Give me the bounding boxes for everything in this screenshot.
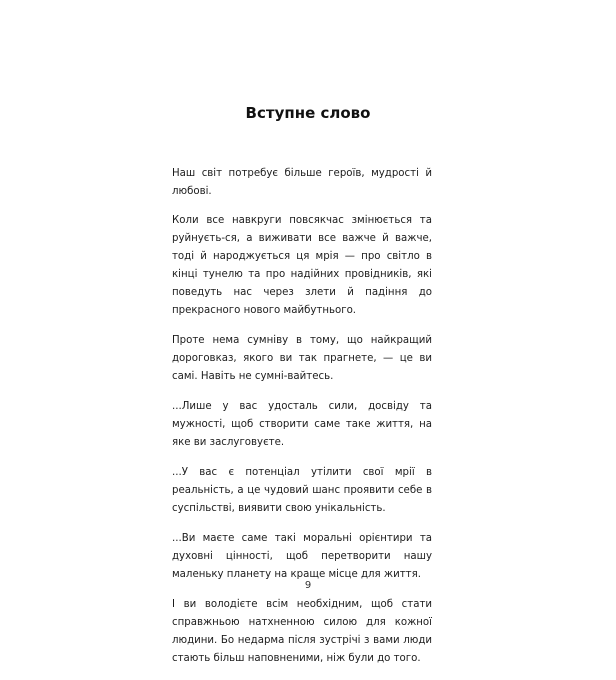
paragraph-1: Наш світ потребує більше героїв, мудрості й любові. xyxy=(172,168,432,197)
paragraph-7: І ви володієте всім необхідним, щоб стати справжньою натхненною силою для кожної людини. Бо недарма після зустрічі з вами люди стають більш наповненими, ніж були до того. xyxy=(172,599,432,664)
paragraph-3: Проте нема сумніву в тому, що найкращий дороговказ, якого ви так прагнете, — це ви самі. Навіть не сумні-вайтесь. xyxy=(172,335,432,382)
chapter-body xyxy=(172,165,432,680)
chapter-title: Вступне слово xyxy=(245,104,371,122)
paragraph-6: ...Ви маєте саме такі моральні орієнтири та духовні цінності, щоб перетворити нашу маленьку планету на краще місце для життя. xyxy=(172,533,432,580)
paragraph-5: ...У вас є потенціал утілити свої мрії в реальність, а це чудовий шанс проявити себе в суспільстві, виявити свою унікальність. xyxy=(172,467,432,514)
paragraph-2: Коли все навкруги повсякчас змінюється та руйнуєть-ся, а виживати все важче й важче, тоді й народжується ця мрія — про світло в кінці тунелю та про надійних провідників, які поведуть нас через злети й падіння до прекрасного нового майбутнього. xyxy=(172,215,432,316)
page-number: 9 xyxy=(304,580,312,591)
paragraph-4: ...Лише у вас удосталь сили, досвіду та мужності, щоб створити саме таке життя, на яке ви заслуговуєте. xyxy=(172,401,432,448)
